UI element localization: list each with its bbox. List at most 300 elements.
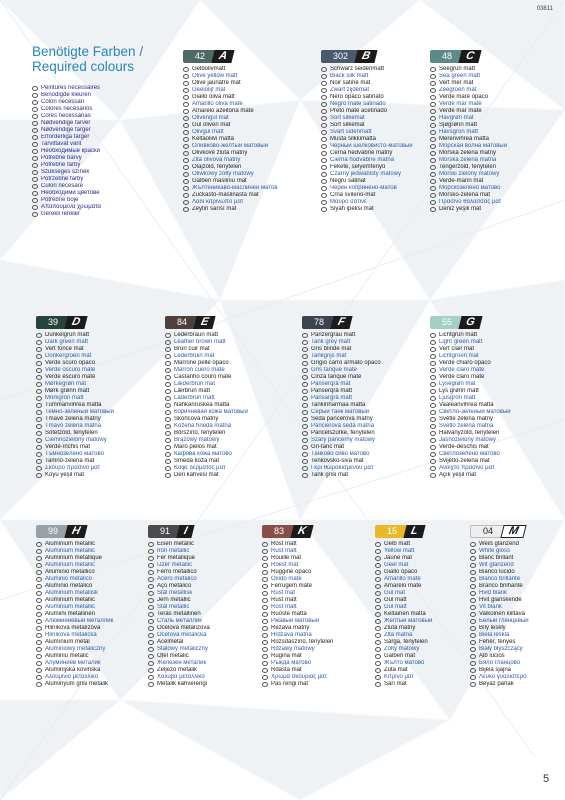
colour-name-item bbox=[262, 674, 362, 681]
colour-number: 83 bbox=[262, 525, 296, 538]
colour-name: Gelb matt bbox=[384, 541, 411, 547]
colour-name: Hvid blank bbox=[479, 590, 508, 596]
flag-icon bbox=[430, 158, 436, 163]
colour-name-item bbox=[148, 660, 248, 667]
flag-icon bbox=[470, 556, 476, 561]
flag-icon bbox=[148, 619, 154, 624]
colour-name-item bbox=[183, 87, 303, 94]
colour-name: Серый танк матовый bbox=[311, 409, 370, 415]
colour-name-item bbox=[262, 646, 362, 653]
colour-name: Verde-deschis mat bbox=[439, 444, 489, 450]
colour-name-item bbox=[470, 562, 560, 569]
flag-icon bbox=[36, 556, 42, 561]
colour-name-item bbox=[36, 611, 136, 618]
flag-icon bbox=[32, 135, 38, 140]
colour-name-item bbox=[375, 597, 465, 604]
colour-name: Yellow matt bbox=[384, 548, 415, 554]
colour-name-item bbox=[148, 576, 248, 583]
colour-name-item bbox=[165, 353, 285, 360]
colour-name-item bbox=[430, 185, 550, 192]
colour-name: Aluminium metallic bbox=[45, 548, 96, 554]
flag-icon bbox=[470, 626, 476, 631]
colour-name-item bbox=[430, 164, 550, 171]
flag-icon bbox=[165, 396, 171, 401]
flag-icon bbox=[36, 647, 42, 652]
colour-name-item bbox=[375, 639, 465, 646]
flag-icon bbox=[36, 361, 42, 366]
flag-icon bbox=[321, 116, 327, 121]
colour-name: Wit glanzend bbox=[479, 562, 514, 568]
flag-icon bbox=[302, 347, 308, 352]
colour-name-list bbox=[430, 66, 550, 213]
colour-name-item bbox=[148, 583, 248, 590]
colour-name: Светло-зеленый матовый bbox=[439, 409, 511, 415]
colour-name-item bbox=[165, 332, 285, 339]
colour-name-item bbox=[262, 632, 362, 639]
colour-block bbox=[430, 50, 550, 213]
flag-icon bbox=[470, 591, 476, 596]
flag-icon bbox=[375, 682, 381, 687]
colour-name: Tenkovsko-siva mat bbox=[311, 458, 364, 464]
colour-name-item bbox=[430, 192, 550, 199]
colour-name: Grigio carro armato opaco bbox=[311, 360, 381, 366]
colour-name: Aluminiu metalic bbox=[45, 653, 89, 659]
colour-name: Aluminijska kovinska bbox=[45, 667, 101, 673]
language-label: Potrzebne farby bbox=[41, 176, 84, 182]
flag-icon bbox=[470, 549, 476, 554]
colour-name-list bbox=[36, 541, 136, 688]
colour-name: Svart sidenmatt bbox=[330, 129, 372, 135]
colour-code: F bbox=[330, 316, 352, 329]
flag-icon bbox=[430, 424, 436, 429]
colour-name: Vert foncé mat bbox=[45, 346, 84, 352]
colour-name: Valkoinen kiiltävä bbox=[479, 611, 525, 617]
colour-name-item bbox=[183, 122, 303, 129]
colour-name-item bbox=[302, 339, 422, 346]
flag-icon bbox=[32, 177, 38, 182]
colour-name-item bbox=[36, 625, 136, 632]
colour-name: Черен копринено-матов bbox=[330, 185, 397, 191]
colour-name-item bbox=[183, 108, 303, 115]
flag-icon bbox=[262, 668, 268, 673]
flag-icon bbox=[183, 74, 189, 79]
colour-name-item bbox=[148, 653, 248, 660]
colour-name: Rust matt bbox=[271, 597, 297, 603]
language-label: Colori necessari bbox=[41, 99, 85, 105]
flag-icon bbox=[36, 473, 42, 478]
colour-code: C bbox=[458, 50, 481, 63]
colour-name: Жълто матово bbox=[384, 660, 425, 666]
colour-name-item bbox=[183, 66, 303, 73]
flag-icon bbox=[375, 661, 381, 666]
colour-name-list bbox=[183, 66, 303, 213]
flag-icon bbox=[36, 410, 42, 415]
flag-icon bbox=[430, 417, 436, 422]
colour-name: Preto mate acetinado bbox=[330, 108, 388, 114]
colour-name: Oceľová metalická bbox=[157, 632, 207, 638]
colour-name: Tengerzöld, fénytelen bbox=[439, 164, 497, 170]
language-item bbox=[32, 113, 101, 120]
flag-icon bbox=[262, 556, 268, 561]
flag-icon bbox=[36, 542, 42, 547]
flag-icon bbox=[262, 640, 268, 645]
colour-name-item bbox=[430, 66, 550, 73]
colour-name-item bbox=[183, 94, 303, 101]
colour-name: Roest mat bbox=[271, 562, 299, 568]
colour-name: Aluminium metallic bbox=[45, 597, 96, 603]
colour-badge bbox=[36, 525, 136, 538]
colour-name-item bbox=[262, 597, 362, 604]
colour-name: Marrone pelle opaco bbox=[174, 360, 229, 366]
colour-name: Žltá matná bbox=[384, 632, 413, 638]
flag-icon bbox=[148, 682, 154, 687]
colour-name: Αλουμίνιο μεταλλικό bbox=[45, 674, 99, 680]
language-label: Tarvittavat värit bbox=[41, 141, 82, 147]
colour-name-item bbox=[430, 458, 550, 465]
flag-icon bbox=[470, 542, 476, 547]
flag-icon bbox=[321, 81, 327, 86]
colour-name-list bbox=[430, 332, 550, 479]
flag-icon bbox=[302, 459, 308, 464]
colour-name: Verde mare opaco bbox=[439, 94, 489, 100]
colour-name: Branco brilhante bbox=[479, 583, 523, 589]
flag-icon bbox=[36, 417, 42, 422]
colour-number: 04 bbox=[470, 525, 506, 538]
colour-name: Mörkgrön matt bbox=[45, 395, 84, 401]
flag-icon bbox=[36, 333, 42, 338]
colour-name: Keltaoliivi matta bbox=[192, 136, 235, 142]
colour-number: 302 bbox=[321, 50, 360, 63]
colour-name: Alüminyum grisi metalik bbox=[45, 681, 109, 687]
colour-name-item bbox=[36, 451, 156, 458]
colour-name-item bbox=[148, 590, 248, 597]
colour-name: Aluminium metallic bbox=[45, 541, 96, 547]
colour-name-item bbox=[148, 618, 248, 625]
colour-name-item bbox=[302, 346, 422, 353]
flag-icon bbox=[321, 123, 327, 128]
colour-badge bbox=[262, 525, 362, 538]
colour-name-item bbox=[430, 115, 550, 122]
colour-name: Rost matt bbox=[271, 604, 297, 610]
colour-name-item bbox=[165, 451, 285, 458]
colour-name: Mørkegrøn mat bbox=[45, 381, 87, 387]
flag-icon bbox=[36, 661, 42, 666]
colour-name-item bbox=[36, 353, 156, 360]
colour-name: Πράσινο θάλασσας ματ bbox=[439, 199, 502, 205]
colour-name-item bbox=[183, 164, 303, 171]
flag-icon bbox=[430, 95, 436, 100]
colour-name: Smeđa koža mat bbox=[174, 458, 220, 464]
language-item bbox=[32, 197, 101, 204]
colour-name-item bbox=[430, 472, 550, 479]
colour-name: Morská zelená matná bbox=[439, 157, 497, 163]
colour-name: Tankinharmaa matta bbox=[311, 402, 366, 408]
colour-name-item bbox=[321, 206, 431, 213]
flag-icon bbox=[321, 193, 327, 198]
colour-name: Light green matt bbox=[439, 339, 483, 345]
colour-block bbox=[165, 316, 285, 479]
language-item bbox=[32, 92, 101, 99]
flag-icon bbox=[36, 654, 42, 659]
colour-name-item bbox=[375, 653, 465, 660]
flag-icon bbox=[165, 375, 171, 380]
flag-icon bbox=[165, 473, 171, 478]
colour-name: Svijetlo-zelena mat bbox=[439, 458, 490, 464]
colour-name: Bianco lucido bbox=[479, 569, 515, 575]
colour-name: Lederbraun matt bbox=[174, 332, 219, 338]
colour-badge bbox=[302, 316, 422, 329]
language-label: Culori necesare bbox=[41, 183, 84, 189]
flag-icon bbox=[36, 668, 42, 673]
colour-number: 55 bbox=[430, 316, 464, 329]
flag-icon bbox=[32, 170, 38, 175]
colour-name: Schwarz seidenmatt bbox=[330, 66, 385, 72]
colour-name: Black silk matt bbox=[330, 73, 369, 79]
colour-name-item bbox=[262, 576, 362, 583]
colour-name: Negru satinat bbox=[330, 178, 366, 184]
colour-name: Olive yellow matt bbox=[192, 73, 238, 79]
colour-name-list bbox=[321, 66, 431, 213]
colour-name-item bbox=[470, 632, 560, 639]
colour-name: Verde scuro opaco bbox=[45, 360, 96, 366]
flag-icon bbox=[430, 123, 436, 128]
colour-name: Zeegroen mat bbox=[439, 87, 477, 93]
flag-icon bbox=[302, 340, 308, 345]
language-label: Cores necessárias bbox=[41, 113, 91, 119]
colour-name-item bbox=[36, 339, 156, 346]
colour-name-item bbox=[262, 583, 362, 590]
language-label: Erforderliga färger bbox=[41, 134, 90, 140]
colour-name: Lys grønn matt bbox=[439, 388, 479, 394]
colour-name-item bbox=[430, 199, 550, 206]
colour-name: Alluminio metallico bbox=[45, 569, 95, 575]
flag-icon bbox=[183, 200, 189, 205]
colour-name: Stalowy metaliczny bbox=[157, 646, 209, 652]
colour-name: Acélmetál bbox=[157, 639, 184, 645]
flag-icon bbox=[183, 151, 189, 156]
language-item bbox=[32, 176, 101, 183]
colour-name-list bbox=[262, 541, 362, 688]
colour-name-item bbox=[165, 374, 285, 381]
colour-name: Fekete, selyemfényű bbox=[330, 164, 386, 170]
colour-name: Cinza tanque mate bbox=[311, 374, 362, 380]
flag-icon bbox=[430, 88, 436, 93]
colour-name-item bbox=[321, 192, 431, 199]
colour-name-item bbox=[375, 576, 465, 583]
colour-name-item bbox=[321, 157, 431, 164]
flag-icon bbox=[375, 626, 381, 631]
flag-icon bbox=[470, 654, 476, 659]
flag-icon bbox=[430, 473, 436, 478]
flag-icon bbox=[36, 584, 42, 589]
colour-name-item bbox=[36, 604, 136, 611]
flag-icon bbox=[36, 612, 42, 617]
colour-name-item bbox=[470, 681, 560, 688]
page-number: 5 bbox=[527, 758, 565, 800]
colour-name: Marrón cuero mate bbox=[174, 367, 225, 373]
colour-name: Verde mar mate bbox=[439, 101, 482, 107]
colour-name: Vert clair mat bbox=[439, 346, 475, 352]
colour-name: Sort silkemat bbox=[330, 122, 365, 128]
colour-name: Skořicová matný bbox=[174, 416, 219, 422]
colour-name: Tmavě zelená matný bbox=[45, 416, 101, 422]
colour-name-item bbox=[36, 381, 156, 388]
language-label: Potřebné farby bbox=[41, 162, 81, 168]
flag-icon bbox=[302, 382, 308, 387]
colour-name: Panserqrå matt bbox=[311, 388, 353, 394]
flag-icon bbox=[375, 647, 381, 652]
colour-name: Aluminio metálico bbox=[45, 576, 93, 582]
flag-icon bbox=[430, 200, 436, 205]
flag-icon bbox=[183, 88, 189, 93]
colour-name: Fehér, fényes bbox=[479, 639, 516, 645]
colour-name-item bbox=[262, 639, 362, 646]
colour-name: Nero opaco satinato bbox=[330, 94, 384, 100]
colour-name: Χάλυβα μεταλλικό bbox=[157, 674, 205, 680]
colour-name-item bbox=[183, 178, 303, 185]
flag-icon bbox=[375, 549, 381, 554]
colour-name-item bbox=[302, 409, 422, 416]
flag-icon bbox=[470, 647, 476, 652]
colour-name-item bbox=[262, 667, 362, 674]
colour-name-item bbox=[430, 346, 550, 353]
colour-name-item bbox=[302, 353, 422, 360]
flag-icon bbox=[36, 347, 42, 352]
language-label: Nødvendige farger bbox=[41, 127, 91, 133]
colour-name-item bbox=[165, 416, 285, 423]
colour-name: Siyah ipeksi mat bbox=[330, 206, 374, 212]
flag-icon bbox=[262, 549, 268, 554]
colour-name: Rust matt bbox=[271, 548, 297, 554]
flag-icon bbox=[470, 640, 476, 645]
colour-name-item bbox=[470, 646, 560, 653]
flag-icon bbox=[36, 619, 42, 624]
flag-icon bbox=[321, 144, 327, 149]
colour-name: Mørk grønn matt bbox=[45, 388, 90, 394]
colour-name-item bbox=[470, 597, 560, 604]
flag-icon bbox=[32, 100, 38, 105]
flag-icon bbox=[36, 459, 42, 464]
colour-name-item bbox=[375, 660, 465, 667]
colour-name-item bbox=[262, 590, 362, 597]
colour-badge bbox=[321, 50, 431, 63]
colour-block bbox=[321, 50, 431, 213]
colour-name: Maro pielos mat bbox=[174, 444, 217, 450]
colour-name-item bbox=[430, 388, 550, 395]
colour-name: Tank grisi mat bbox=[311, 472, 349, 478]
flag-icon bbox=[430, 368, 436, 373]
flag-icon bbox=[321, 179, 327, 184]
colour-name: Šedá pancéřová matný bbox=[311, 416, 373, 422]
colour-name-item bbox=[148, 674, 248, 681]
colour-name-item bbox=[375, 681, 465, 688]
flag-icon bbox=[430, 375, 436, 380]
colour-name: Темно-зеленый матовый bbox=[45, 409, 114, 415]
flag-icon bbox=[165, 368, 171, 373]
colour-name-item bbox=[375, 667, 465, 674]
colour-name: Белый глянцевый bbox=[479, 618, 529, 624]
colour-name-list bbox=[470, 541, 560, 688]
flag-icon bbox=[302, 361, 308, 366]
colour-name: Χρώμα σκουριάς ματ bbox=[271, 674, 328, 680]
flag-icon bbox=[470, 682, 476, 687]
colour-name-item bbox=[36, 632, 136, 639]
colour-name-list bbox=[165, 332, 285, 479]
flag-icon bbox=[165, 389, 171, 394]
colour-name: Deniz yeşili mat bbox=[439, 206, 482, 212]
colour-name: Сталь металлик bbox=[157, 618, 202, 624]
colour-name-item bbox=[36, 548, 136, 555]
colour-name: Ferrugem mate bbox=[271, 583, 313, 589]
colour-name-item bbox=[321, 108, 431, 115]
flag-icon bbox=[430, 172, 436, 177]
colour-name: Оливково-желтый матовый bbox=[192, 143, 269, 149]
flag-icon bbox=[430, 81, 436, 86]
colour-name-item bbox=[430, 395, 550, 402]
colour-name-item bbox=[430, 465, 550, 472]
language-item bbox=[32, 190, 101, 197]
colour-name: Alumiini metallinen bbox=[45, 611, 96, 617]
colour-name-item bbox=[430, 374, 550, 381]
flag-icon bbox=[165, 438, 171, 443]
colour-name: Sort silkemat bbox=[330, 115, 365, 121]
flag-icon bbox=[321, 158, 327, 163]
colour-name: Žltá olivová matný bbox=[192, 157, 241, 163]
colour-name-item bbox=[36, 569, 136, 576]
colour-name-item bbox=[321, 171, 431, 178]
flag-icon bbox=[302, 452, 308, 457]
colour-name-item bbox=[302, 367, 422, 374]
flag-icon bbox=[262, 661, 268, 666]
flag-icon bbox=[430, 431, 436, 436]
colour-name: Czarny jedwabisty matowy bbox=[330, 171, 402, 177]
colour-name: Gul mat bbox=[384, 590, 406, 596]
flag-icon bbox=[32, 86, 38, 91]
colour-name: Svetlo zelená matná bbox=[439, 423, 494, 429]
colour-name: Bijela sjajna bbox=[479, 667, 512, 673]
colour-name: Verde claro mate bbox=[439, 374, 485, 380]
colour-name: Bőrszínű, fénytelen bbox=[174, 430, 226, 436]
colour-name-item bbox=[302, 402, 422, 409]
flag-icon bbox=[430, 340, 436, 345]
colour-name-item bbox=[321, 185, 431, 192]
flag-icon bbox=[430, 116, 436, 121]
flag-icon bbox=[165, 333, 171, 338]
colour-number: 84 bbox=[165, 316, 199, 329]
colour-name: Željezo metalik bbox=[157, 667, 198, 673]
flag-icon bbox=[36, 682, 42, 687]
colour-name-item bbox=[430, 402, 550, 409]
colour-name-item bbox=[430, 451, 550, 458]
colour-name: Iron metallic bbox=[157, 548, 190, 554]
colour-name-item bbox=[36, 653, 136, 660]
flag-icon bbox=[262, 591, 268, 596]
colour-name-item bbox=[262, 681, 362, 688]
colour-name-item bbox=[470, 576, 560, 583]
colour-name-item bbox=[183, 73, 303, 80]
flag-icon bbox=[36, 633, 42, 638]
colour-name: Biela lesklá bbox=[479, 632, 510, 638]
language-item bbox=[32, 127, 101, 134]
language-item bbox=[32, 169, 101, 176]
language-item bbox=[32, 99, 101, 106]
flag-icon bbox=[430, 382, 436, 387]
language-item bbox=[32, 134, 101, 141]
colour-name-item bbox=[430, 178, 550, 185]
colour-name: Fer métallique bbox=[157, 555, 196, 561]
flag-icon bbox=[165, 361, 171, 366]
language-item bbox=[32, 85, 101, 92]
